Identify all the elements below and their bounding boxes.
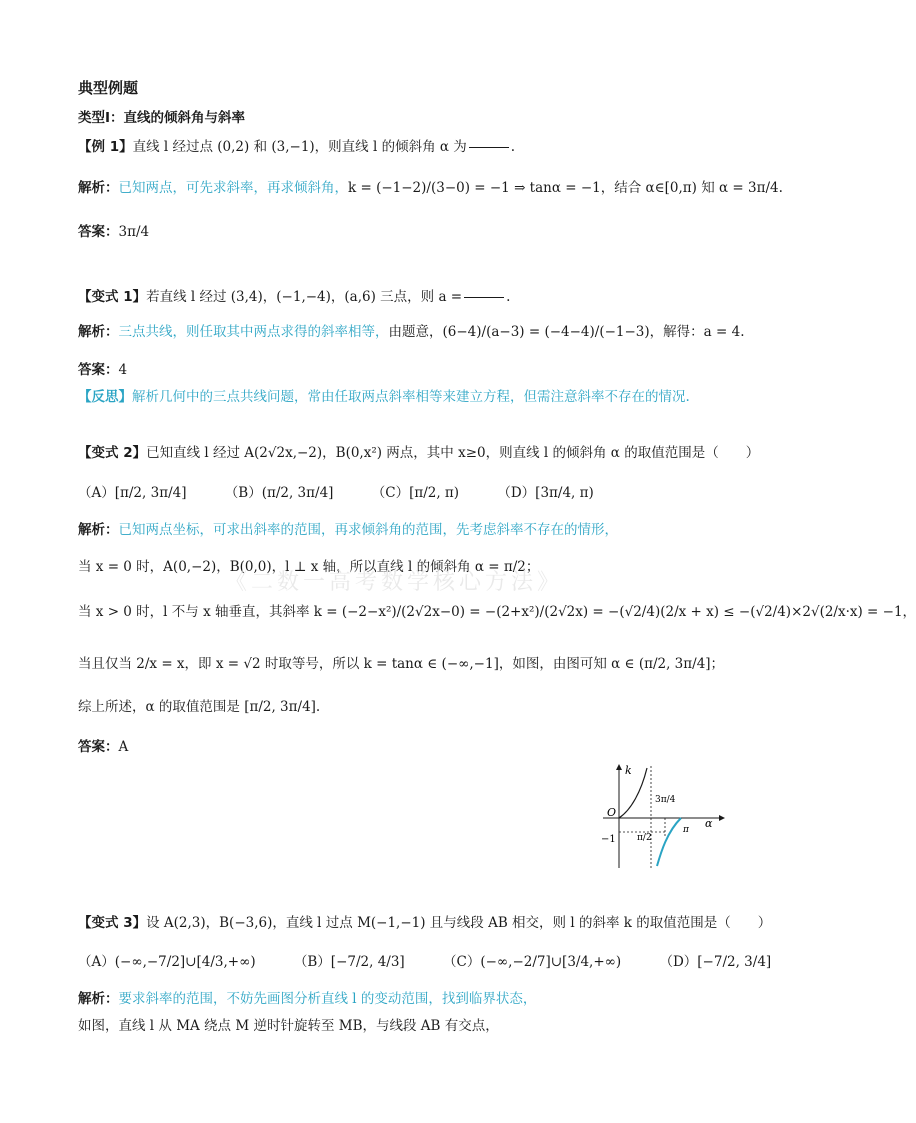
option-b: （B）[−7/2, 4/3] — [293, 954, 405, 970]
variant-3-tag: 【变式 3】 — [78, 915, 147, 931]
variant-3-solution — [78, 987, 536, 1007]
solution-hint: 已知两点坐标，可求出斜率的范围，再求倾斜角的范围，先考虑斜率不存在的情形， — [118, 522, 618, 538]
solution-line-3: 当且仅当 2/x = x，即 x = √2 时取等号，所以 k = tanα ∈ (−∞,−1]，如图，由图可知 α ∈ (π/2, 3π/4]； — [78, 656, 725, 672]
solution-label: 解析： — [78, 180, 119, 196]
origin-label: O — [607, 806, 617, 819]
example-1-question: 【例 1】直线 l 经过点 (0,2) 和 (3,−1)，则直线 l 的倾斜角 α 为 . — [78, 139, 516, 155]
solution-hint: 已知两点，可先求斜率，再求倾斜角， — [118, 180, 348, 196]
option-a: （A）[π/2, 3π/4] — [78, 485, 187, 501]
solution-math: 由题意，(6−4)/(a−3) = (−4−4)/(−1−3)，解得：a = 4. — [388, 324, 745, 340]
variant-2-tag: 【变式 2】 — [78, 445, 147, 461]
solution-hint: 要求斜率的范围，不妨先画图分析直线 l 的变动范围，找到临界状态， — [118, 991, 537, 1007]
variant-2-question — [78, 441, 759, 461]
variant-2-answer — [78, 735, 128, 755]
answer-blank — [464, 297, 504, 298]
tick-neg1: −1 — [601, 834, 616, 845]
answer-blank — [469, 147, 509, 148]
tick-pi2: π/2 — [637, 833, 652, 843]
watermark: 《二数一高考数学核心方法》 — [225, 570, 564, 595]
answer-label: 答案： — [78, 224, 119, 240]
variant-3-options — [78, 950, 805, 970]
option-c: （C）[π/2, π) — [371, 485, 460, 501]
tan-curve-right — [657, 818, 681, 866]
option-a: （A）(−∞,−7/2]∪[4/3,+∞) — [78, 954, 256, 970]
example-1-solution — [78, 176, 783, 196]
solution-line-4: 综上所述，α 的取值范围是 [π/2, 3π/4]. — [78, 699, 321, 715]
variant-2-solution — [78, 518, 618, 538]
option-d: （D）[3π/4, π) — [497, 485, 594, 501]
tick-3pi4: 3π/4 — [655, 795, 676, 805]
answer-value: A — [118, 739, 129, 755]
solution-label: 解析： — [78, 522, 119, 538]
section-heading: 类型Ⅰ：直线的倾斜角与斜率 — [78, 110, 246, 126]
tan-graph-figure — [595, 762, 725, 872]
k-axis-arrow — [616, 764, 622, 770]
page-title: 典型例题 — [78, 79, 139, 97]
variant-2-options — [78, 481, 628, 501]
answer-label: 答案： — [78, 739, 119, 755]
answer-label: 答案： — [78, 362, 119, 378]
reflection-text: 解析几何中的三点共线问题，常由任取两点斜率相等来建立方程，但需注意斜率不存在的情况. — [132, 389, 690, 405]
option-d: （D）[−7/2, 3/4] — [659, 954, 772, 970]
solution-label: 解析： — [78, 991, 119, 1007]
solution-line-1: 如图，直线 l 从 MA 绕点 M 逆时针旋转至 MB，与线段 AB 有交点， — [78, 1018, 499, 1034]
example-1-answer — [78, 220, 149, 240]
variant-1-text: 若直线 l 经过 (3,4)，(−1,−4)，(a,6) 三点，则 a = — [146, 289, 463, 305]
example-1-text: 直线 l 经过点 (0,2) 和 (3,−1)，则直线 l 的倾斜角 α 为 — [132, 139, 467, 155]
variant-3-text: 设 A(2,3)，B(−3,6)，直线 l 过点 M(−1,−1) 且与线段 AB 相交，则 l 的斜率 k 的取值范围是（ ） — [146, 915, 772, 931]
variant-1-tag: 【变式 1】 — [78, 289, 147, 305]
variant-1-question: 【变式 1】若直线 l 经过 (3,4)，(−1,−4)，(a,6) 三点，则 a = . — [78, 289, 511, 305]
alpha-axis-arrow — [719, 815, 725, 821]
reflection — [78, 385, 690, 405]
answer-value: 3π/4 — [118, 224, 150, 240]
reflection-tag: 【反思】 — [78, 389, 132, 405]
example-1-tag: 【例 1】 — [78, 139, 133, 155]
option-b: （B）(π/2, 3π/4] — [224, 485, 334, 501]
axis-alpha-label: α — [705, 817, 713, 830]
axis-k-label: k — [625, 764, 632, 777]
tan-curve-left — [619, 768, 647, 818]
variant-3-question — [78, 911, 771, 931]
tick-pi: π — [683, 825, 689, 835]
solution-label: 解析： — [78, 324, 119, 340]
option-c: （C）(−∞,−2/7]∪[3/4,+∞) — [443, 954, 622, 970]
solution-math: k = (−1−2)/(3−0) = −1 ⇒ tanα = −1，结合 α∈[0,π) 知 α = 3π/4. — [348, 180, 783, 196]
solution-line-1: 当 x = 0 时，A(0,−2)，B(0,0)，l ⊥ x 轴，所以直线 l 的倾斜角 α = π/2； — [78, 559, 540, 575]
solution-line-2: 当 x > 0 时，l 不与 x 轴垂直，其斜率 k = (−2−x²)/(2√2x−0) = −(2+x²)/(2√2x) = −(√2/4)(2/x + x) ≤ −(√2/4)×2√(2/x·x) = −1， — [78, 604, 916, 620]
variant-1-answer — [78, 358, 127, 378]
answer-value: 4 — [118, 362, 128, 378]
variant-1-solution — [78, 320, 745, 340]
variant-2-text: 已知直线 l 经过 A(2√2x,−2)，B(0,x²) 两点，其中 x≥0，则直线 l 的倾斜角 α 的取值范围是（ ） — [146, 445, 760, 461]
solution-hint: 三点共线，则任取其中两点求得的斜率相等， — [118, 324, 389, 340]
